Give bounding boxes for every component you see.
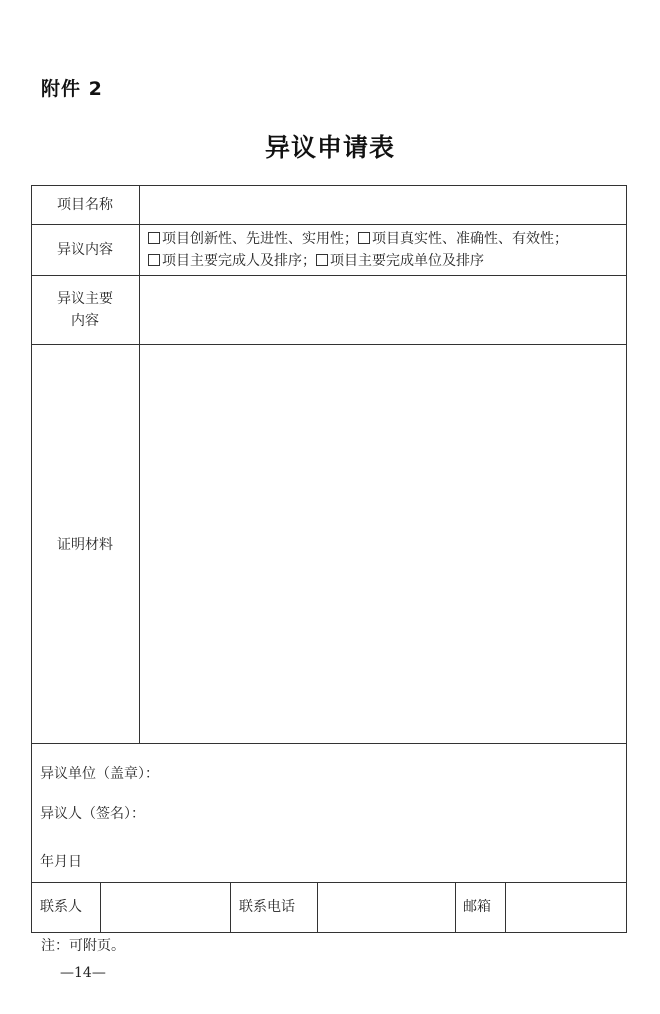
main-content-label-line-1: 异议主要 — [57, 291, 113, 307]
objection-form-table — [31, 185, 627, 933]
email-field[interactable] — [506, 883, 626, 932]
checkbox-innovation[interactable] — [148, 232, 160, 244]
email-label: 邮箱 — [463, 899, 491, 915]
footnote: 注：可附页。 — [41, 938, 125, 954]
main-content-label-line-2: 内容 — [71, 313, 99, 329]
phone-label: 联系电话 — [239, 899, 295, 915]
objection-content-label: 异议内容 — [57, 242, 113, 258]
objection-options-line-2 — [148, 250, 484, 272]
column-divider — [230, 882, 231, 932]
table-border-right — [626, 185, 627, 932]
date-label: 年月日 — [40, 854, 82, 870]
objection-options-line-1 — [148, 228, 568, 250]
contact-field[interactable] — [101, 883, 230, 932]
checkbox-units[interactable] — [316, 254, 328, 266]
project-name-field[interactable] — [140, 186, 626, 224]
page-title: 异议申请表 — [264, 133, 395, 162]
evidence-field[interactable] — [140, 345, 626, 743]
checkbox-authenticity[interactable] — [358, 232, 370, 244]
option-authenticity-label: 项目真实性、准确性、有效性； — [372, 231, 568, 247]
option-innovation-label: 项目创新性、先进性、实用性； — [162, 231, 358, 247]
row-divider — [31, 743, 627, 744]
row-divider — [31, 224, 627, 225]
person-sign-label: 异议人（签名）： — [40, 806, 145, 822]
attachment-label: 附件 2 — [41, 78, 103, 100]
option-units-label: 项目主要完成单位及排序 — [330, 253, 484, 269]
project-name-label: 项目名称 — [57, 197, 113, 213]
page-number: —14— — [60, 965, 106, 981]
unit-seal-label: 异议单位（盖章）： — [40, 766, 159, 782]
main-content-field[interactable] — [140, 276, 626, 344]
phone-field[interactable] — [318, 883, 455, 932]
contact-label: 联系人 — [40, 899, 82, 915]
table-border-bottom — [31, 932, 627, 933]
option-completers-label: 项目主要完成人及排序； — [162, 253, 316, 269]
checkbox-completers[interactable] — [148, 254, 160, 266]
column-divider — [455, 882, 456, 932]
evidence-label: 证明材料 — [57, 537, 113, 553]
